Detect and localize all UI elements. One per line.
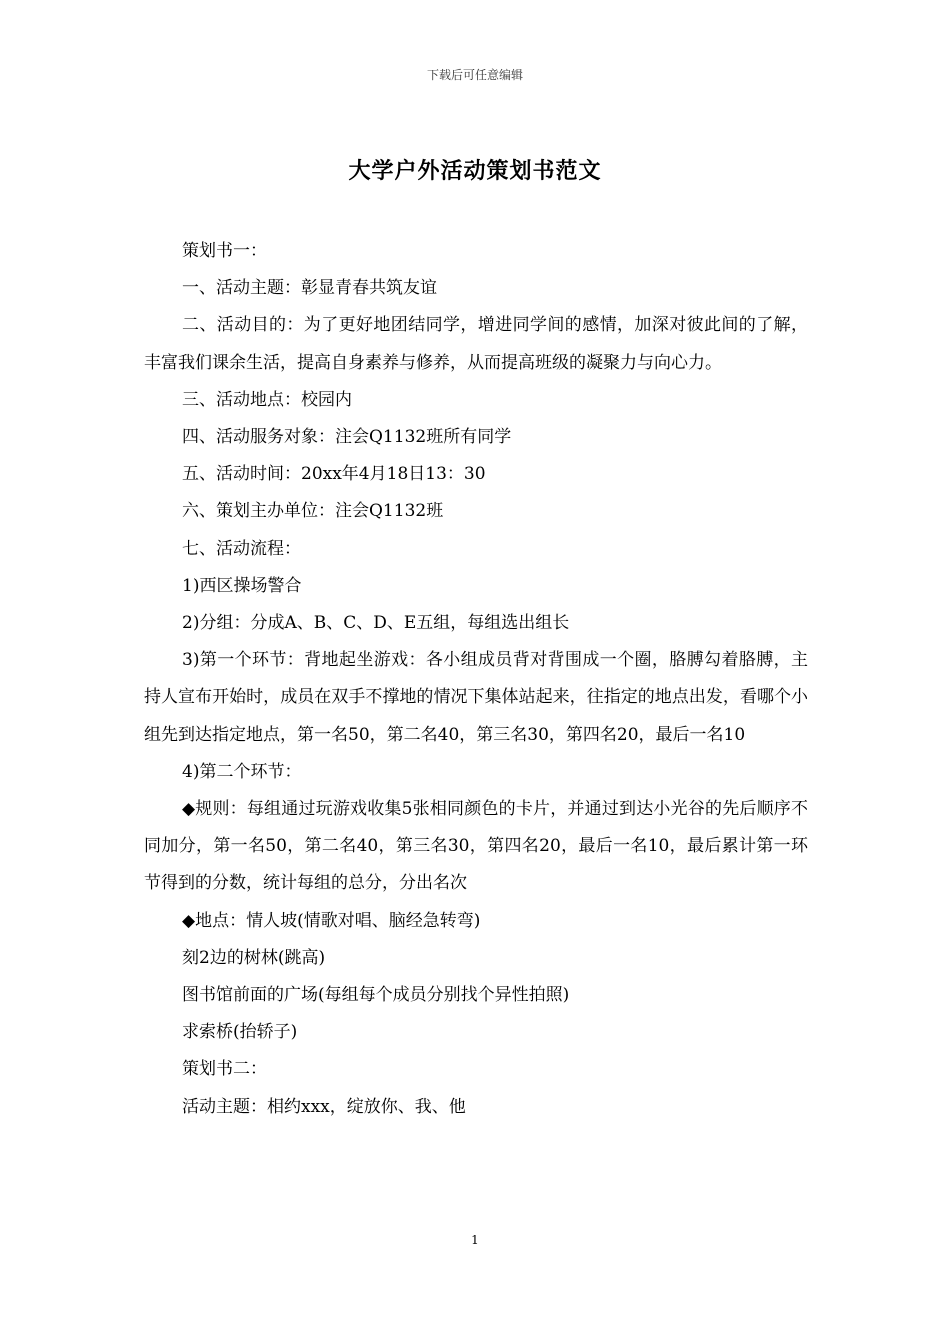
paragraph: 策划书二：	[182, 1059, 267, 1080]
paragraph: 活动主题：相约xxx，绽放你、我、他	[182, 1096, 466, 1117]
paragraph: 求索桥(抬轿子)	[182, 1022, 298, 1043]
paragraph: 二、活动目的：为了更好地团结同学，增进同学间的感情，加深对彼此间的了解，丰富我们课余生活，提高自身素养与修养，从而提高班级的凝聚力与向心力。	[144, 315, 808, 373]
paragraph: 策划书一：	[182, 241, 267, 261]
paragraph: 4)第二个环节：	[182, 761, 302, 782]
document-body	[144, 233, 808, 1126]
header-note: 下载后可任意编辑	[426, 68, 523, 82]
paragraph: ◆地点：情人坡(情歌对唱、脑经急转弯)	[182, 910, 481, 931]
page-number: 1	[471, 1233, 479, 1247]
paragraph: 2)分组：分成A、B、C、D、E五组，每组选出组长	[182, 613, 570, 634]
paragraph: 1)西区操场警合	[182, 575, 302, 596]
paragraph: 一、活动主题：彰显青春共筑友谊	[182, 278, 437, 299]
paragraph: 七、活动流程：	[182, 538, 301, 559]
paragraph: ◆规则：每组通过玩游戏收集5张相同颜色的卡片，并通过到达小光谷的先后顺序不同加分，第一名50，第二名40，第三名30，第四名20，最后一名10，最后累计第一环节得到的分数，统计每组的总分，分出名次	[144, 799, 808, 894]
paragraph: 四、活动服务对象：注会Q1132班所有同学	[182, 427, 512, 448]
paragraph: 图书馆前面的广场(每组每个成员分别找个异性拍照)	[182, 985, 570, 1006]
paragraph: 五、活动时间：20xx年4月18日13：30	[182, 464, 486, 485]
paragraph: 刻2边的树林(跳高)	[182, 947, 326, 968]
paragraph: 3)第一个环节：背地起坐游戏：各小组成员背对背围成一个圈，胳膊勾着胳膊，主持人宣布开始时，成员在双手不撑地的情况下集体站起来，往指定的地点出发，看哪个小组先到达指定地点，第一名50，第二名40，第三名30，第四名20，最后一名10	[144, 650, 808, 745]
paragraph: 六、策划主办单位：注会Q1132班	[182, 501, 444, 522]
document-title: 大学户外活动策划书范文	[348, 159, 602, 184]
paragraph: 三、活动地点：校园内	[182, 389, 352, 410]
